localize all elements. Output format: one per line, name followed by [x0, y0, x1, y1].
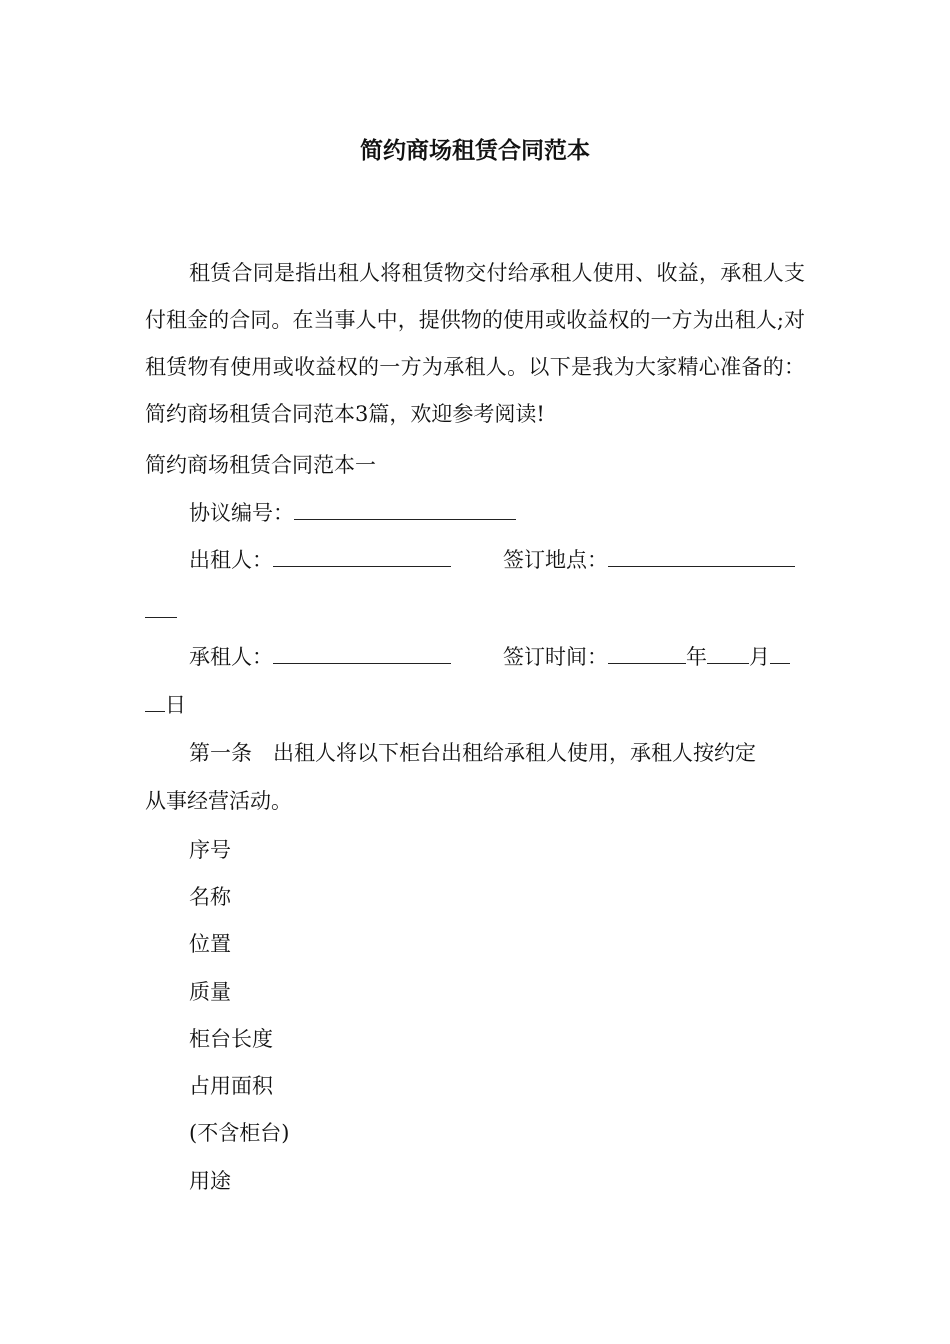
field-name: 名称 [189, 885, 231, 909]
lessor-blank [273, 548, 451, 567]
day-row [145, 690, 186, 720]
field-counter-length: 柜台长度 [189, 1027, 273, 1051]
field-serial-number: 序号 [189, 838, 231, 862]
day-label: 日 [165, 693, 186, 717]
lessee-blank [273, 645, 451, 664]
agreement-number-label: 协议编号： [189, 501, 294, 525]
day-blank [145, 693, 165, 712]
agreement-number-blank [294, 501, 516, 520]
field-occupied-area: 占用面积 [189, 1074, 273, 1098]
sign-place-blank [608, 548, 795, 567]
day-blank-start [770, 645, 790, 664]
lessee-row [189, 642, 451, 672]
lessor-row [189, 545, 451, 575]
month-blank [707, 645, 749, 664]
lessor-label: 出租人： [189, 548, 273, 572]
lessee-label: 承租人： [189, 645, 273, 669]
sign-time-row [503, 642, 790, 672]
article-1-line-2: 从事经营活动。 [145, 789, 292, 813]
sign-place-row [503, 545, 795, 575]
field-usage: 用途 [189, 1169, 231, 1193]
year-label: 年 [686, 645, 707, 669]
sign-time-label: 签订时间： [503, 645, 608, 669]
intro-paragraph: 租赁合同是指出租人将租赁物交付给承租人使用、收益，承租人支付租金的合同。在当事人中，提供物的使用或收益权的一方为出租人;对租赁物有使用或收益权的一方为承租人。以下是我为大家精心准备的：简约商场租赁合同范本3篇，欢迎参考阅读! [145, 261, 805, 426]
article-1-line-1: 第一条 出租人将以下柜台出租给承租人使用，承租人按约定 [189, 741, 756, 765]
sign-place-blank-continued [145, 596, 177, 626]
section-heading: 简约商场租赁合同范本一 [145, 453, 376, 477]
year-blank [608, 645, 686, 664]
document-title: 简约商场租赁合同范本 [360, 138, 590, 164]
field-area-note: (不含柜台) [189, 1121, 290, 1145]
sign-place-label: 签订地点： [503, 548, 608, 572]
field-location: 位置 [189, 932, 231, 956]
agreement-number-row [189, 498, 516, 528]
field-quality: 质量 [189, 980, 231, 1004]
month-label: 月 [749, 645, 770, 669]
